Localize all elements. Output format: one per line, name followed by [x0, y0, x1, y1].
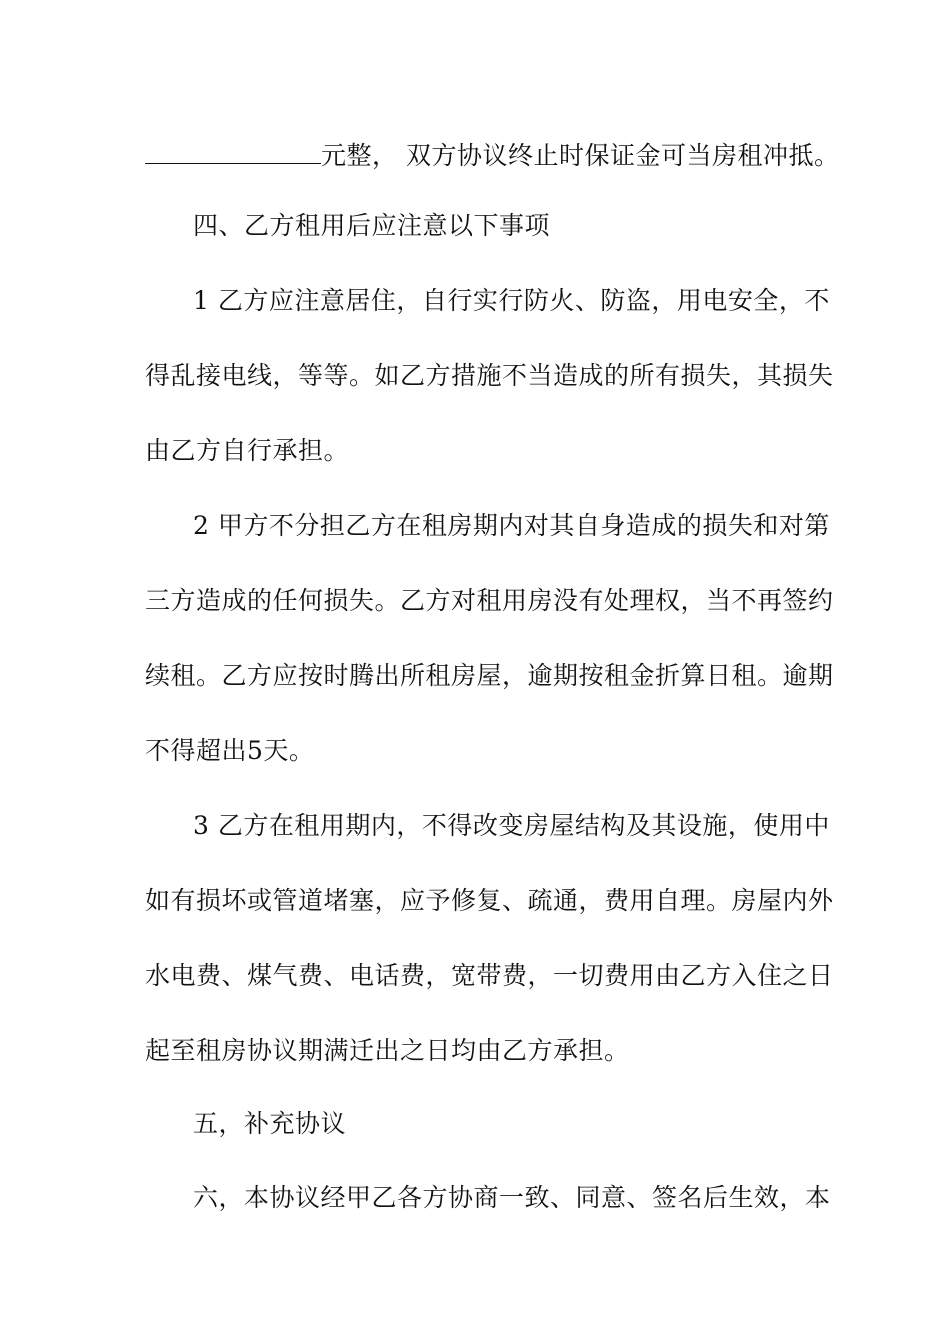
paragraph-line: 3 乙方在租用期内，不得改变房屋结构及其设施，使用中	[193, 811, 830, 840]
paragraph-line: 不得超出5天。	[145, 736, 315, 765]
paragraph-line: 续租。乙方应按时腾出所租房屋，逾期按租金折算日租。逾期	[145, 661, 834, 690]
paragraph-line: 六，本协议经甲乙各方协商一致、同意、签名后生效，本	[193, 1183, 831, 1212]
paragraph-line: 1 乙方应注意居住，自行实行防火、防盗，用电安全，不	[193, 286, 830, 315]
paragraph-line: 水电费、煤气费、电话费，宽带费，一切费用由乙方入住之日	[145, 961, 834, 990]
paragraph-line: 如有损坏或管道堵塞，应予修复、疏通，费用自理。房屋内外	[145, 886, 834, 915]
line-text: 元整， 双方协议终止时保证金可当房租冲抵。	[321, 141, 840, 170]
paragraph-line: 由乙方自行承担。	[145, 436, 350, 465]
paragraph-line	[145, 140, 839, 172]
paragraph-line: 三方造成的任何损失。乙方对租用房没有处理权，当不再签约	[145, 586, 834, 615]
section-heading-5: 五，补充协议	[193, 1109, 347, 1138]
paragraph-line: 起至租房协议期满迁出之日均由乙方承担。	[145, 1036, 630, 1065]
paragraph-line: 得乱接电线，等等。如乙方措施不当造成的所有损失，其损失	[145, 361, 834, 390]
paragraph-line: 2 甲方不分担乙方在租房期内对其自身造成的损失和对第	[193, 511, 830, 540]
fill-in-blank	[145, 141, 321, 164]
section-heading-4: 四、乙方租用后应注意以下事项	[193, 211, 551, 240]
